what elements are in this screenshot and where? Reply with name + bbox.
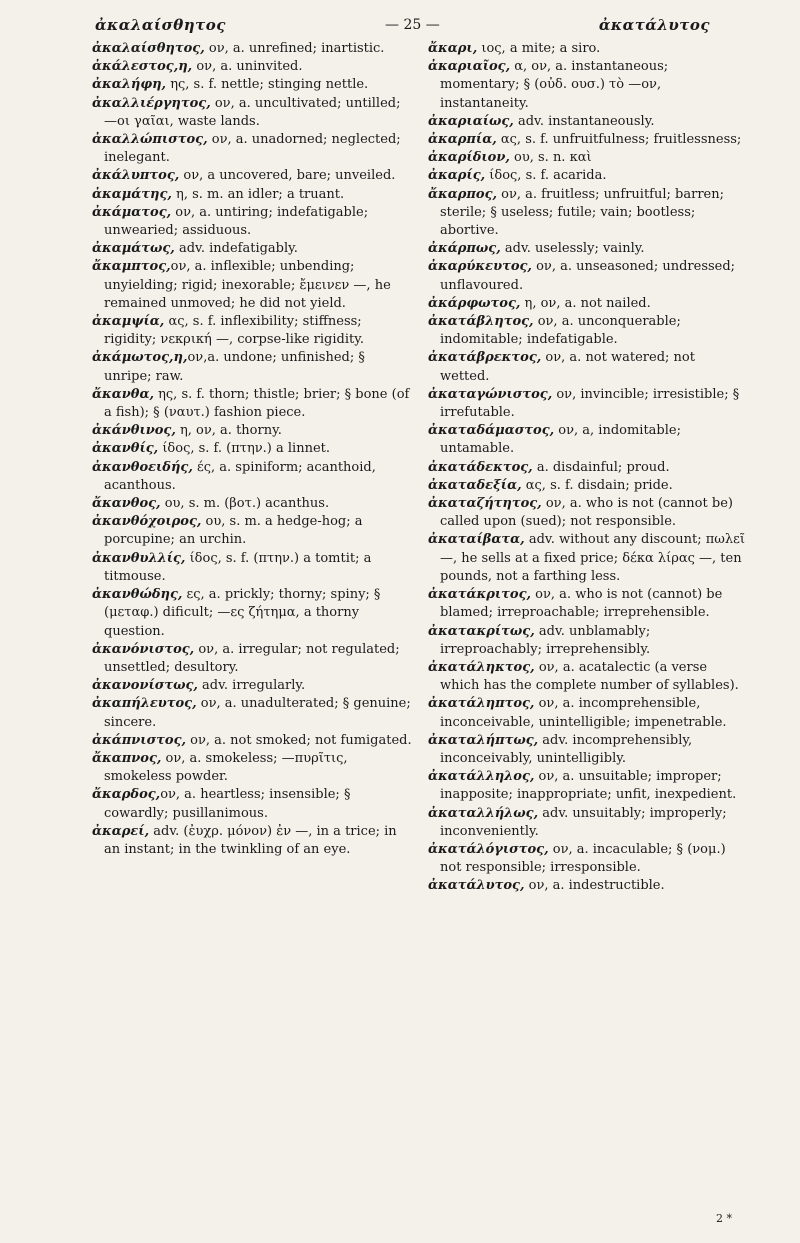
entry-headword: ἀκαριαῖος,	[428, 59, 511, 75]
entry-headword: ἀκαταίβατα,	[428, 532, 525, 548]
right-column	[428, 40, 748, 896]
entry-definition: ον, a. incomprehensible, inconceivable, unintelligible; impenetrable.	[440, 696, 727, 730]
entry-headword: ἀκαταζήτητος,	[428, 496, 542, 512]
entry-definition: ον, a. uncultivated; untilled; —οι γαῖαι, waste lands.	[104, 95, 401, 129]
entry-definition: adv. unsuitably; improperly; inconveniently.	[440, 805, 727, 839]
entry-definition: ον, a. fruitless; unfruitful; barren; sterile; § useless; futile; vain; bootless; abortive.	[440, 186, 724, 239]
entry-headword: ἄκαρπος,	[428, 186, 498, 202]
dictionary-entry	[92, 167, 412, 185]
entry-definition: ίδος, s. f. acarida.	[485, 168, 607, 184]
entry-definition: adv. irregularly.	[197, 678, 306, 694]
signature-mark: 2 *	[716, 1212, 732, 1225]
entry-definition: ον, a. unseasoned; undressed; unflavoured.	[440, 259, 736, 293]
entry-headword: ἀκαπήλευτος,	[92, 696, 197, 712]
entry-definition: ον, a. unadulterated; § genuine; sincere.	[104, 696, 411, 730]
entry-definition: ον, a. incaculable; § (νομ.) not responsible; irresponsible.	[440, 841, 726, 876]
dictionary-entry	[428, 113, 748, 131]
entry-headword: ἀκαλλιέργητος,	[92, 95, 211, 111]
dictionary-entry	[428, 732, 748, 768]
entry-definition: η, s. m. an idler; a truant.	[171, 186, 345, 202]
dictionary-entry	[428, 531, 748, 586]
entry-definition: ον, a. not smoked; not fumigated.	[186, 732, 412, 748]
entry-definition: adv. instantaneously.	[513, 113, 655, 129]
entry-definition: ίδος, s. f. (πτην.) a tomtit; a titmouse.	[104, 550, 372, 584]
entry-headword: ἀκανθυλλίς,	[92, 550, 186, 566]
entry-headword: ἀκάλυπτος,	[92, 168, 180, 184]
entry-definition: ον, a. uninvited.	[192, 59, 303, 75]
entry-definition: ον, a uncovered, bare; unveiled.	[179, 168, 396, 184]
entry-headword: ἀκατάβρεκτος,	[428, 350, 542, 366]
entry-definition: ον, a. who is not (cannot be) called upon (sued); not responsible.	[440, 496, 733, 530]
entry-definition: ας, s. f. disdain; pride.	[521, 477, 673, 493]
entry-headword: ἄκαπνος,	[92, 750, 162, 766]
dictionary-entry	[428, 877, 748, 895]
entry-definition: α, ον, a. instantaneous; momentary; § (οὐδ. ουσ.) τὸ —ον, instantaneity.	[440, 59, 669, 111]
entry-headword: ἀκατακρίτως,	[428, 623, 535, 639]
dictionary-entry	[92, 695, 412, 731]
dictionary-entry	[92, 204, 412, 240]
dictionary-entry	[92, 40, 412, 58]
dictionary-entry	[92, 186, 412, 204]
entry-definition: ον,a. undone; unfinished; § unripe; raw.	[104, 350, 365, 384]
entry-definition: ον, a. irregular; not regulated; unsettled; desultory.	[104, 641, 400, 675]
dictionary-entry	[92, 586, 412, 641]
entry-definition: ον, invincible; irresistible; § irrefutable.	[440, 386, 740, 421]
dictionary-entry	[92, 786, 412, 822]
dictionary-entry	[428, 422, 748, 458]
dictionary-entry	[92, 459, 412, 495]
entry-headword: ἄκανθα,	[92, 386, 154, 402]
entry-headword: ἀκαταλήπτως,	[428, 732, 539, 748]
entry-headword: ἀκάμωτος,η,	[92, 350, 188, 366]
dictionary-entry	[92, 823, 412, 859]
entry-definition: ον, a. unrefined; inartistic.	[204, 41, 385, 56]
entry-headword: ἀκατάβλητος,	[428, 314, 534, 330]
dictionary-entry	[428, 695, 748, 731]
entry-headword: ἀκατάλληλος,	[428, 769, 535, 785]
dictionary-entry	[428, 58, 748, 113]
entry-headword: ἀκαρίς,	[428, 168, 486, 184]
dictionary-entry	[428, 149, 748, 167]
entry-headword: ἀκατάληπτος,	[428, 696, 535, 712]
dictionary-entry	[92, 95, 412, 131]
entry-headword: ἄκαμπτος,	[92, 259, 171, 275]
dictionary-entry	[92, 440, 412, 458]
dictionary-entry	[428, 349, 748, 385]
dictionary-entry	[92, 732, 412, 750]
entry-headword: ἄκανθος,	[92, 496, 161, 512]
dictionary-entry	[92, 349, 412, 385]
entry-headword: ἀκάνθινος,	[92, 423, 176, 439]
entry-headword: ἀκάρπως,	[428, 241, 501, 257]
entry-headword: ἀκαρπία,	[428, 132, 497, 148]
entry-headword: ἀκανθόχοιρος,	[92, 514, 202, 530]
page-header	[95, 12, 710, 38]
dictionary-entry	[92, 641, 412, 677]
dictionary-entry	[428, 40, 748, 58]
entry-definition: ου, s. n. καὶ	[509, 150, 592, 166]
entry-definition: ιος, a mite; a siro.	[477, 41, 601, 56]
entry-headword: ἀκαλήφη,	[92, 77, 167, 93]
page-number: — 25 —	[385, 17, 440, 33]
entry-definition: ου, s. m. a hedge-hog; a porcupine; an urchin.	[104, 514, 363, 548]
entry-definition: η, ον, a. thorny.	[175, 423, 282, 439]
entry-headword: ἀκαρίδιον,	[428, 150, 510, 166]
entry-definition: adv. unblamably; irreproachably; irreprehensibly.	[440, 623, 651, 657]
entry-definition: ον, a, indomitable; untamable.	[440, 423, 681, 457]
entry-headword: ἀκατάλόγιστος,	[428, 841, 549, 857]
dictionary-entry	[92, 495, 412, 513]
entry-definition: ον, a. heartless; insensible; § cowardly; pusillanimous.	[104, 787, 351, 821]
entry-headword: ἀκαλαίσθητος,	[92, 41, 205, 56]
dictionary-entry	[428, 805, 748, 841]
entry-headword: ἀκάρφωτος,	[428, 295, 521, 311]
entry-definition: a. disdainful; proud.	[532, 459, 670, 475]
entry-headword: ἀκαταδάμαστος,	[428, 423, 555, 439]
entry-headword: ἀκαλλώπιστος,	[92, 132, 208, 148]
entry-definition: adv. indefatigably.	[174, 241, 298, 257]
entry-definition: ον, a. indestructible.	[524, 878, 665, 894]
dictionary-entry	[428, 659, 748, 695]
entry-headword: ἄκαρδος,	[92, 787, 161, 803]
entry-headword: ἀκαταλλήλως,	[428, 805, 539, 821]
entry-headword: ἀκατάκριτος,	[428, 587, 532, 603]
left-column	[92, 40, 412, 859]
dictionary-entry	[428, 459, 748, 477]
dictionary-entry	[428, 313, 748, 349]
entry-definition: ον, a. smokeless; —πυρῖτις, smokeless powder.	[104, 750, 348, 785]
entry-headword: ἀκανόνιστος,	[92, 641, 195, 657]
entry-headword: ἄκαρι,	[428, 41, 478, 56]
dictionary-entry	[92, 313, 412, 349]
dictionary-entry	[92, 677, 412, 695]
dictionary-entry	[428, 131, 748, 149]
dictionary-entry	[428, 386, 748, 422]
dictionary-entry	[428, 295, 748, 313]
entry-headword: ἀκατάλυτος,	[428, 878, 525, 894]
entry-headword: ἀκανθώδης,	[92, 587, 183, 603]
entry-headword: ἀκαμάτης,	[92, 186, 172, 202]
entry-definition: ον, a. unsuitable; improper; inapposite; inappropriate; unfit, inexpedient.	[440, 769, 737, 803]
entry-headword: ἀκαταγώνιστος,	[428, 386, 553, 402]
entry-headword: ἀκάπνιστος,	[92, 732, 187, 748]
entry-headword: ἀκαμψία,	[92, 314, 165, 330]
dictionary-entry	[428, 495, 748, 531]
entry-headword: ἀκαρεί,	[92, 823, 150, 839]
entry-definition: adv. (ἐυχρ. μόνον) ἐν —, in a trice; in an instant; in the twinkling of an eye.	[104, 823, 397, 857]
entry-definition: adv. incomprehensibly, inconceivably, unintelligibly.	[440, 732, 693, 766]
dictionary-entry	[92, 258, 412, 313]
entry-definition: adv. uselessly; vainly.	[500, 241, 645, 257]
entry-headword: ἀκαρύκευτος,	[428, 259, 532, 275]
dictionary-entry	[92, 422, 412, 440]
entry-headword: ἀκάλεστος,η,	[92, 59, 193, 75]
dictionary-entry	[428, 258, 748, 294]
entry-definition: ες, a. prickly; thorny; spiny; § (μεταφ.) dificult; —ες ζήτημα, a thorny question.	[104, 587, 381, 639]
entry-definition: ον, a. unadorned; neglected; inelegant.	[104, 132, 401, 166]
dictionary-entry	[428, 186, 748, 241]
dictionary-entry	[428, 841, 748, 877]
dictionary-entry	[92, 58, 412, 76]
entry-definition: ης, s. f. thorn; thistle; brier; § bone (of a fish); § (ναυτ.) fashion piece.	[104, 386, 410, 421]
dictionary-entry	[92, 550, 412, 586]
entry-definition: ον, a. who is not (cannot) be blamed; irreproachable; irreprehensible.	[440, 587, 723, 621]
entry-headword: ἀκαταδεξία,	[428, 477, 522, 493]
dictionary-entry	[428, 586, 748, 622]
dictionary-entry	[92, 76, 412, 94]
entry-definition: ον, a. unconquerable; indomitable; indefatigable.	[440, 314, 681, 348]
entry-headword: ἀκάματος,	[92, 204, 172, 220]
entry-definition: ας, s. f. unfruitfulness; fruitlessness;	[496, 132, 742, 148]
dictionary-entry	[428, 167, 748, 185]
dictionary-entry	[92, 386, 412, 422]
entry-headword: ἀκανθοειδής,	[92, 459, 193, 475]
entry-definition: ας, s. f. inflexibility; stiffness; rigidity; νεκρική —, corpse-like rigidity.	[104, 314, 364, 348]
entry-headword: ἀκαμάτως,	[92, 241, 175, 257]
entry-headword: ἀκατάδεκτος,	[428, 459, 533, 475]
entry-definition: ης, s. f. nettle; stinging nettle.	[166, 77, 369, 93]
dictionary-entry	[92, 750, 412, 786]
left-guide-word: ἀκαλαίσθητος	[95, 16, 226, 34]
entry-headword: ἀκαριαίως,	[428, 113, 514, 129]
dictionary-entry	[92, 513, 412, 549]
entry-headword: ἀκατάληκτος,	[428, 659, 535, 675]
entry-definition: ές, a. spiniform; acanthoid, acanthous.	[104, 459, 376, 493]
entry-definition: ίδος, s. f. (πτην.) a linnet.	[158, 441, 330, 457]
entry-definition: adv. without any discount; πωλεῖ —, he sells at a fixed price; δέκα λίρας —, ten pounds, not a farthing less.	[440, 532, 745, 584]
entry-definition: ον, a. untiring; indefatigable; unwearied; assiduous.	[104, 204, 369, 239]
dictionary-entry	[92, 131, 412, 167]
entry-definition: ον, a. inflexible; unbending; unyielding; rigid; inexorable; ἔμεινεν —, he remained unmoved; he did not yield.	[104, 259, 391, 311]
entry-definition: ου, s. m. (βοτ.) acanthus.	[160, 496, 330, 512]
entry-definition: ον, a. not watered; not wetted.	[440, 350, 695, 384]
dictionary-entry	[428, 768, 748, 804]
entry-headword: ἀκανονίστως,	[92, 678, 198, 694]
entry-definition: ον, a. acatalectic (a verse which has the complete number of syllables).	[440, 659, 739, 694]
dictionary-entry	[92, 240, 412, 258]
right-guide-word: ἀκατάλυτος	[598, 16, 710, 34]
dictionary-entry	[428, 623, 748, 659]
entry-definition: η, ον, a. not nailed.	[520, 295, 651, 311]
dictionary-entry	[428, 477, 748, 495]
entry-headword: ἀκανθίς,	[92, 441, 159, 457]
dictionary-entry	[428, 240, 748, 258]
